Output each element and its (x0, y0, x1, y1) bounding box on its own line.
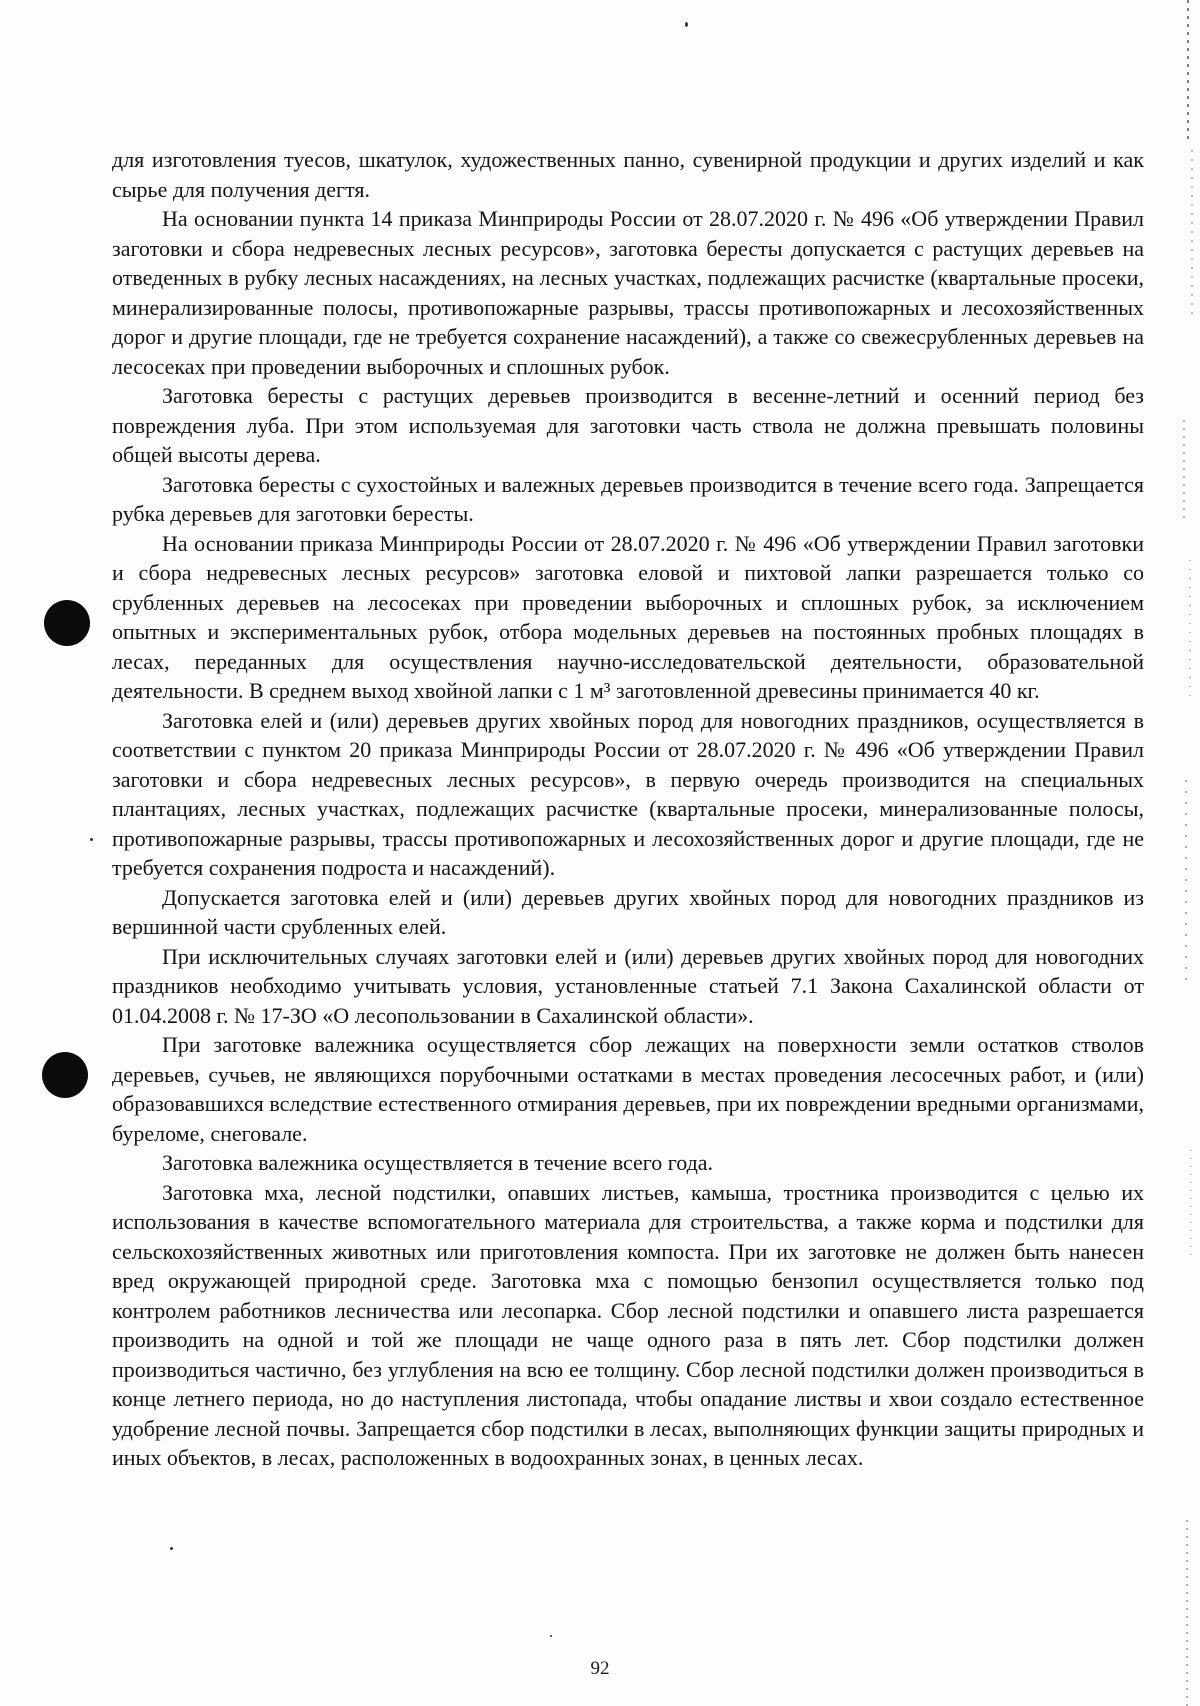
paragraph: Заготовка мха, лесной подстилки, опавших листьев, камыша, тростника производится с целью их использования в качестве вспомогательного материала для строительства, а также корма и подстилки для сельскохозяйственных животных или приготовления компоста. При их заготовке не должен быть нанесен вред окружающей природной среде. Заготовка мха с помощью бензопил осуществляется только под контролем работников лесничества или лесопарка. Сбор лесной подстилки и опавшего листа разрешается производить на одной и той же площади не чаще одного раза в пять лет. Сбор подстилки должен производиться частично, без углубления на всю ее толщину. Сбор лесной подстилки должен производиться в конце летнего периода, но до наступления листопада, чтобы опадание листвы и хвои создало естественное удобрение лесной почвы. Запрещается сбор подстилки в лесах, выполняющих функции защиты природных и иных объектов, в лесах, расположенных в водоохранных зонах, в ценных лесах. (112, 1179, 1144, 1470)
punch-hole-top (44, 600, 90, 646)
paragraph: На основании пункта 14 приказа Минприроды России от 28.07.2020 г. № 496 «Об утверждении Правил заготовки и сбора недревесных лесных ресурсов», заготовка бересты допускается с растущих деревьев на отведенных в рубку лесных насаждениях, на лесных участках, подлежащих расчистке (квартальные просеки, минерализированные полосы, противопожарные разрывы, трассы противопожарных и лесохозяйственных дорог и другие площади, где не требуется сохранение насаждений), а также со свежесрубленных деревьев на лесосеках при проведении выборочных и сплошных рубок. (112, 206, 1144, 379)
scan-speck (170, 1547, 173, 1550)
paragraph: Заготовка елей и (или) деревьев других хвойных пород для новогодних праздников, осуществляется в соответствии с пунктом 20 приказа Минприроды России от 28.07.2020 г. № 496 «Об утверждении Правил заготовки и сбора недревесных лесных ресурсов», в первую очередь производится на специальных плантациях, лесных участках, подлежащих расчистке (квартальные просеки, минерализованные полосы, противопожарные разрывы, трассы противопожарных и лесохозяйственных дорог и другие площади, где не требуется сохранения подроста и насаждений). (112, 707, 1144, 880)
paragraph: для изготовления туесов, шкатулок, художественных панно, сувенирной продукции и других изделий и как сырье для получения дегтя. (112, 147, 1144, 202)
page-number: 92 (590, 1658, 610, 1679)
paragraph: Заготовка валежника осуществляется в течение всего года. (162, 1150, 714, 1175)
scan-speck (550, 1635, 552, 1637)
punch-hole-bottom (42, 1052, 88, 1098)
paragraph: Заготовка бересты с растущих деревьев производится в весенне-летний и осенний период без повреждения луба. При этом используемая для заготовки часть ствола не должна превышать половины общей высоты дерева. (112, 383, 1144, 467)
scan-speck (685, 22, 688, 27)
scan-speck (90, 838, 93, 841)
paragraph: Допускается заготовка елей и (или) деревьев других хвойных пород для новогодних праздников из вершинной части срубленных елей. (112, 884, 1144, 939)
paragraph: На основании приказа Минприроды России от 28.07.2020 г. № 496 «Об утверждении Правил заготовки и сбора недревесных лесных ресурсов» заготовка еловой и пихтовой лапки разрешается только со срубленных деревьев на лесосеках при проведении выборочных и сплошных рубок, за исключением опытных и экспериментальных рубок, отбора модельных деревьев на постоянных пробных площадях в лесах, переданных для осуществления научно-исследовательской деятельности, образовательной деятельности. В среднем выход хвойной лапки с 1 м³ заготовленной древесины принимается 40 кг. (112, 530, 1144, 703)
document-body (112, 145, 1144, 1473)
paragraph: Заготовка бересты с сухостойных и валежных деревьев производится в течение всего года. Запрещается рубка деревьев для заготовки бересты. (112, 471, 1144, 526)
scan-edge-noise (1166, 0, 1200, 1706)
paragraph: При заготовке валежника осуществляется сбор лежащих на поверхности земли остатков стволов деревьев, сучьев, не являющихся порубочными остатками в местах проведения лесосечных работ, и (или) образовавшихся вследствие естественного отмирания деревьев, при их повреждении вредными организмами, буреломе, снеговале. (112, 1032, 1144, 1146)
paragraph: При исключительных случаях заготовки елей и (или) деревьев других хвойных пород для новогодних праздников необходимо учитывать условия, установленные статьей 7.1 Закона Сахалинской области от 01.04.2008 г. № 17-ЗО «О лесопользовании в Сахалинской области». (112, 943, 1144, 1028)
